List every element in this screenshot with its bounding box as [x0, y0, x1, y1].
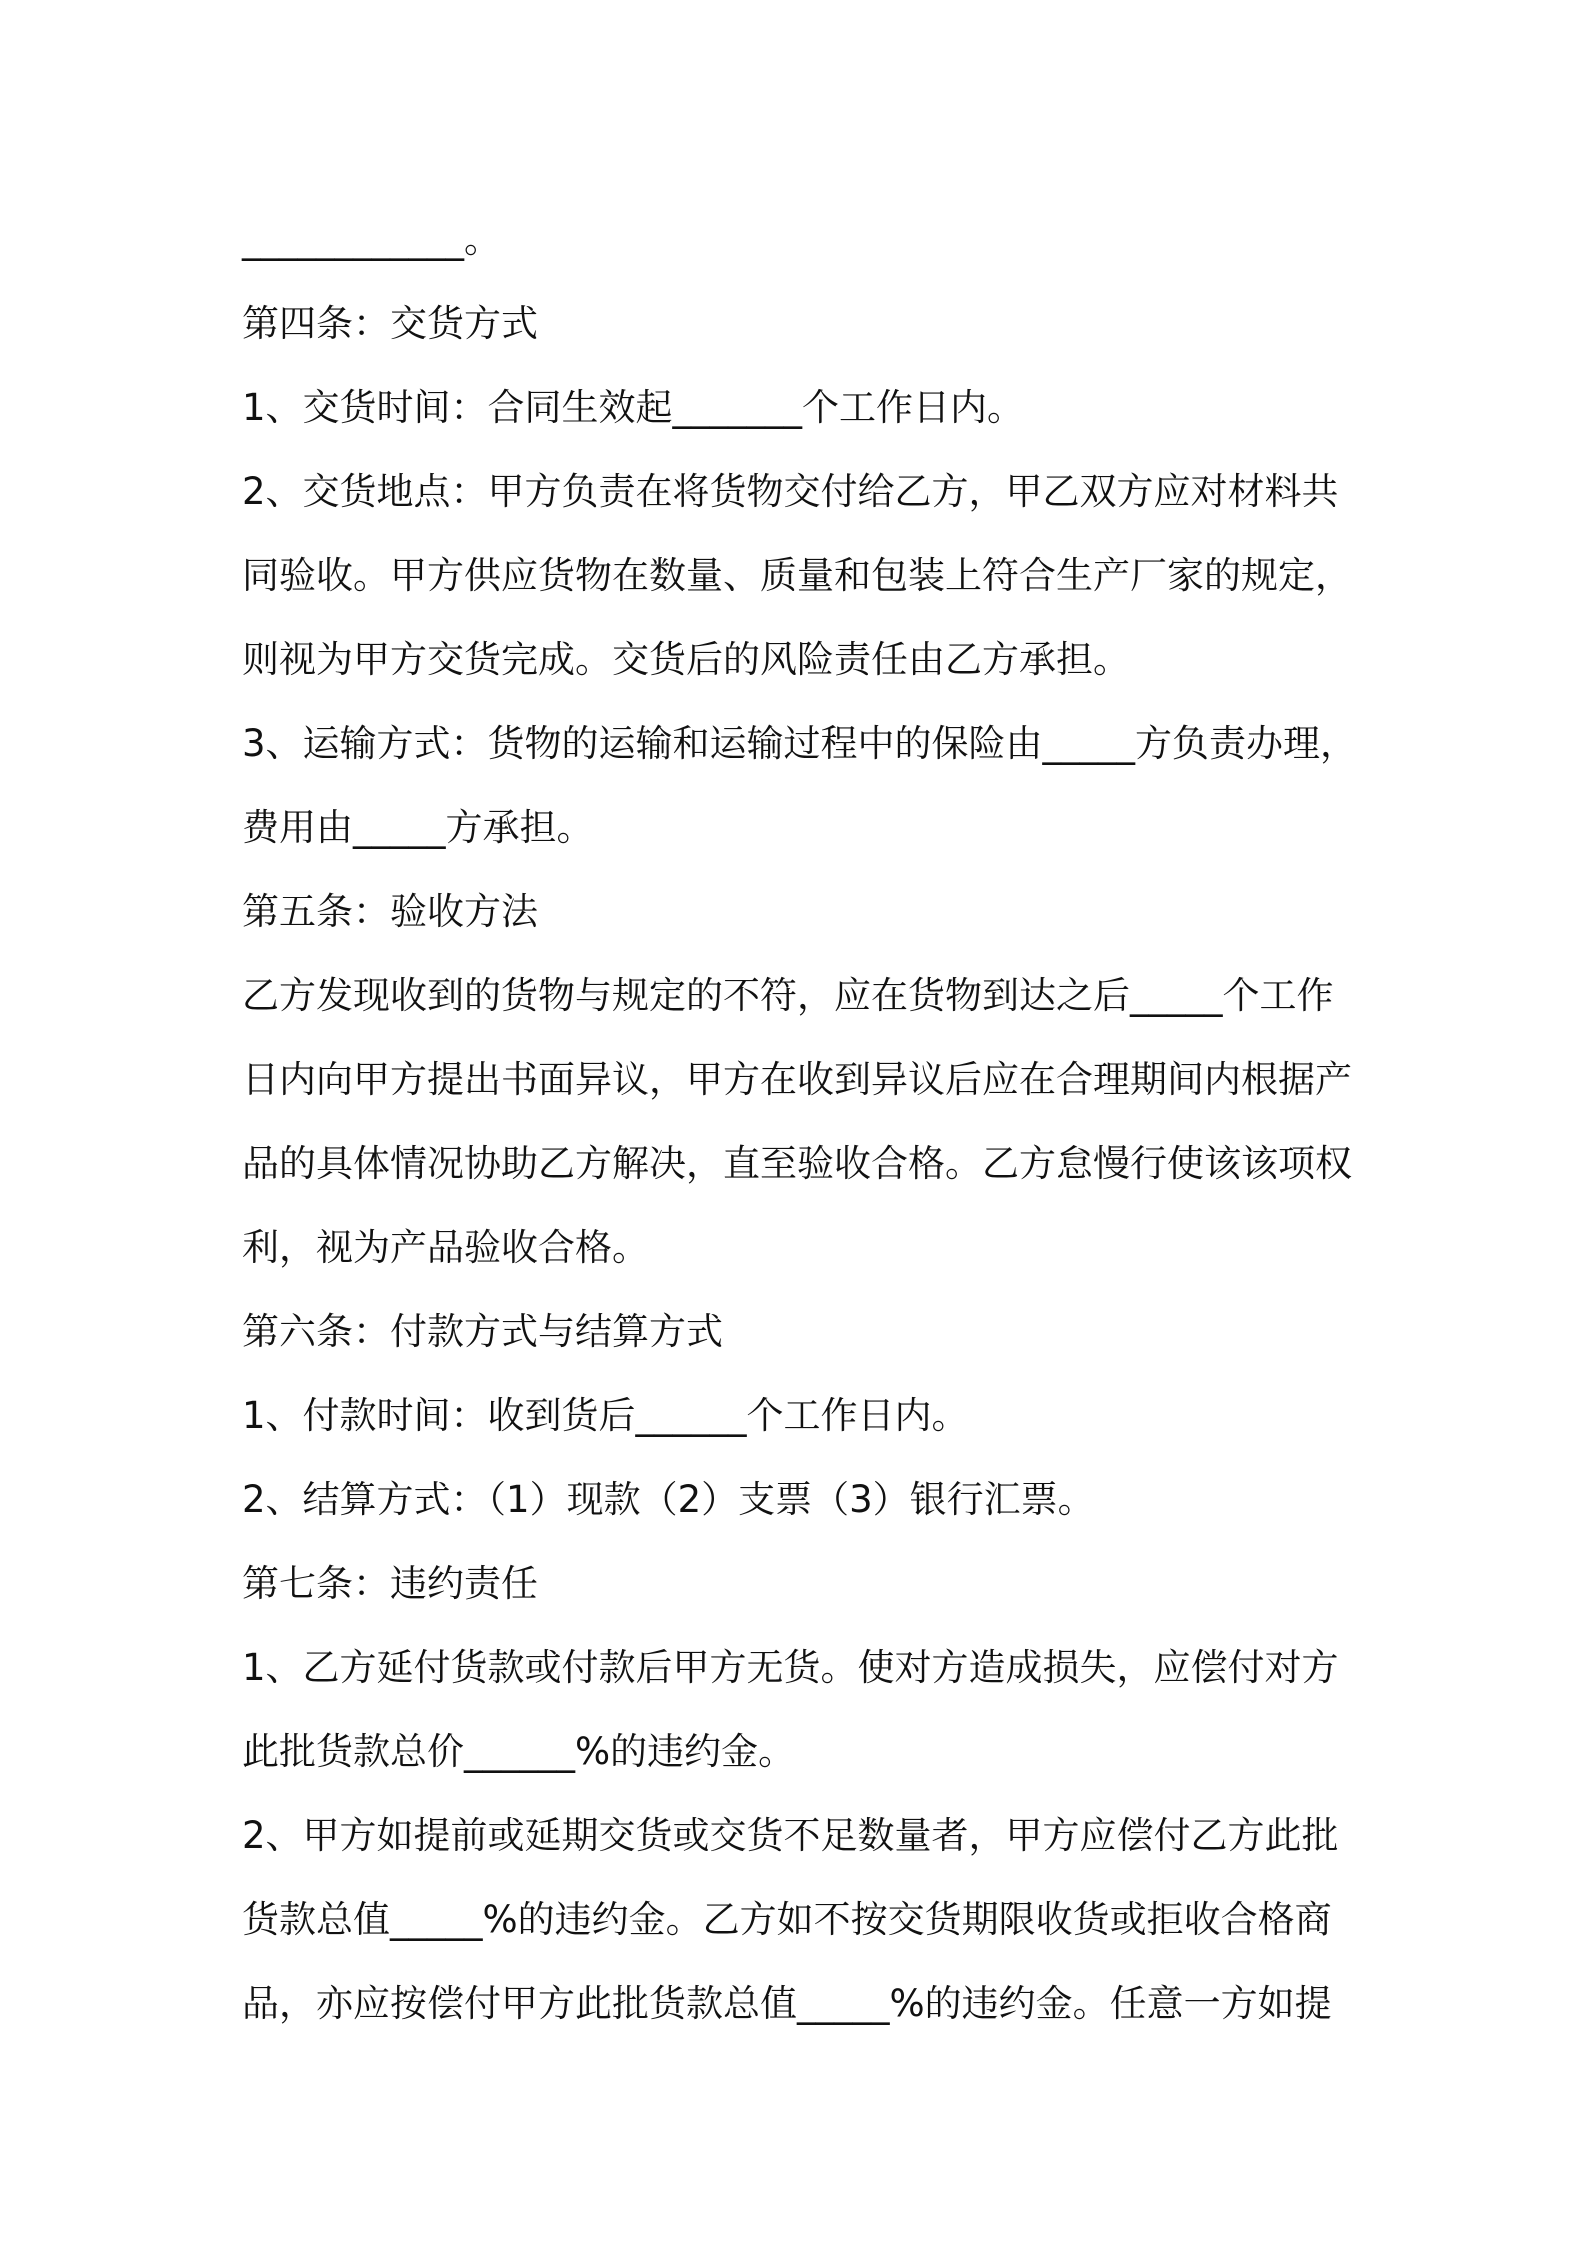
text-line: 利，视为产品验收合格。: [242, 1226, 649, 1269]
text-line: 日内向甲方提出书面异议，甲方在收到异议后应在合理期间内根据产: [242, 1058, 1352, 1101]
text-line: 1、交货时间：合同生效起_______个工作日内。: [242, 386, 1025, 429]
text-line: 3、运输方式：货物的运输和运输过程中的保险由_____方负责办理，: [242, 722, 1358, 765]
text-line: 此批货款总价______%的违约金。: [242, 1730, 796, 1773]
text-line: 2、交货地点：甲方负责在将货物交付给乙方，甲乙双方应对材料共: [242, 470, 1339, 513]
text-line: 费用由_____方承担。: [242, 806, 594, 849]
text-line: 1、付款时间：收到货后______个工作日内。: [242, 1394, 969, 1437]
section-heading-5: 第五条：验收方法: [242, 890, 538, 933]
text-line: 品，亦应按偿付甲方此批货款总值_____%的违约金。任意一方如提: [242, 1982, 1332, 2025]
text-line: 同验收。甲方供应货物在数量、质量和包装上符合生产厂家的规定，: [242, 554, 1352, 597]
text-line: 货款总值_____%的违约金。乙方如不按交货期限收货或拒收合格商: [242, 1898, 1332, 1941]
document-body: [242, 198, 1362, 2046]
text-line: 2、结算方式：（1）现款（2）支票（3）银行汇票。: [242, 1478, 1095, 1521]
text-line: 则视为甲方交货完成。交货后的风险责任由乙方承担。: [242, 638, 1130, 681]
text-line: 品的具体情况协助乙方解决，直至验收合格。乙方怠慢行使该该项权: [242, 1142, 1352, 1185]
text-line: 乙方发现收到的货物与规定的不符，应在货物到达之后_____个工作: [242, 974, 1334, 1017]
text-line: 2、甲方如提前或延期交货或交货不足数量者，甲方应偿付乙方此批: [242, 1814, 1339, 1857]
text-line: 1、乙方延付货款或付款后甲方无货。使对方造成损失，应偿付对方: [242, 1646, 1339, 1689]
text-line: ____________。: [242, 218, 501, 261]
section-heading-4: 第四条：交货方式: [242, 302, 538, 345]
section-heading-7: 第七条：违约责任: [242, 1562, 538, 1605]
section-heading-6: 第六条：付款方式与结算方式: [242, 1310, 723, 1353]
